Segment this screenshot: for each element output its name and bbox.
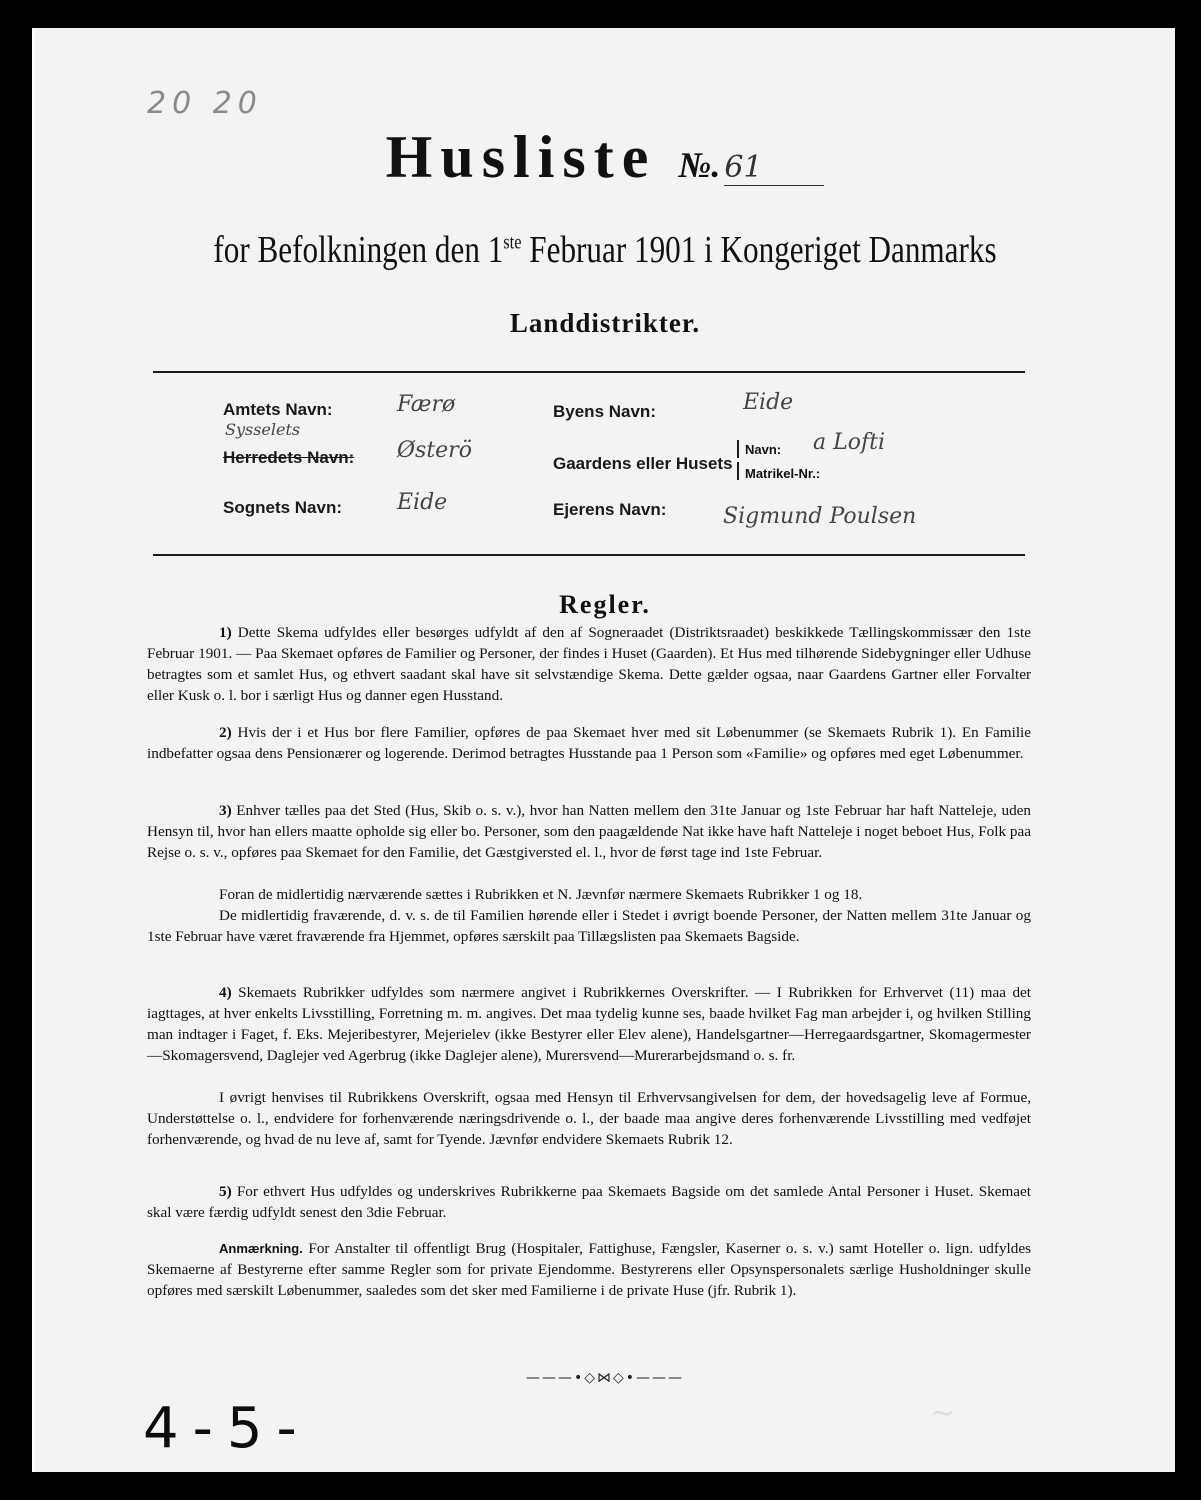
bottom-divider xyxy=(153,554,1025,556)
ejerens-value: Sigmund Poulsen xyxy=(723,504,917,529)
annotation-text: For Anstalter til offentligt Brug (Hospitaler, Fattighuse, Fængsler, Kaserner o. s. v.) samt Hoteller o. lign. udfyldes Skemaerne af Bestyrerne efter samme Regler som for private Ejendomme. Bestyrerens eller Opsynspersonalets særlige Husholdninger skulle opføres med særskilt Løbenummer, saaledes som det sker med Familierne i de private Huse (jfr. Rubrik 1). xyxy=(147,1240,1032,1299)
navn-value: a Lofti xyxy=(813,430,885,455)
sognets-label: Sognets Navn: xyxy=(223,498,343,517)
census-form-page xyxy=(32,28,1175,1472)
rule-5-text: For ethvert Hus udfyldes og underskrives Rubrikkerne paa Skemaets Bagside om det samlede Antal Personer i Huset. Skemaet skal være færdig udfyldt senest den 3die Februar. xyxy=(147,1183,1031,1221)
bracket-top xyxy=(737,440,739,458)
sognets-value: Eide xyxy=(397,490,448,515)
faint-scribble: ~ xyxy=(930,1396,956,1431)
ejerens-label: Ejerens Navn: xyxy=(553,500,667,519)
top-divider xyxy=(153,371,1025,373)
rule-1-text: Dette Skema udfyldes eller besørges udfyldt af den af Sogneraadet (Distriktsraadet) beskikkede Tællingskommissær den 1ste Februar 1901. — Paa Skemaet opføres de Familier og Personer, der findes i Huset (Gaarden). Et Hus med tilhørende Sidebygninger eller Udhuse betragtes som et samlet Hus, og ethvert saadant skal have sit selvstændige Skema. Dette gælder ogsaa, naar Gaardens Gartner eller Forvalter eller Kusk o. l. bor i særligt Hus og danner egen Husstand. xyxy=(147,624,1031,704)
byens-value: Eide xyxy=(743,390,794,415)
rule-3-text: Enhver tælles paa det Sted (Hus, Skib o. s. v.), hvor han Natten mellem den 31te Januar og 1ste Februar har haft Natteleje, uden Hensyn til, hvor han ellers maatte opholde sig eller bo. Personer, som den paagældende Nat ikke have haft Natteleje i noget beboet Hus, Folk paa Rejse o. s. v., opføres paa Skemaet for den Familie, det Gæstgiversted el. l., hvor de først tage ind 1ste Februar. xyxy=(147,802,1032,861)
navn-label: Navn: xyxy=(745,442,782,457)
rule-2-number: 2) xyxy=(219,724,232,741)
subtitle-post: Februar 1901 i Kongeriget Danmarks xyxy=(521,229,997,271)
rule-4-text: Skemaets Rubrikker udfyldes som nærmere angivet i Rubrikkernes Overskrifter. — I Rubrikken for Erhvervet (11) maa det iagttages, at hver enkelts Livsstilling, Forretning m. m. angives. Det maa tydelig kunne ses, baade hvilket Fag man arbejder i, og hvilken Stilling man indtager i Faget, f. Eks. Mejeribestyrer, Mejerielev (ikke Bestyrer eller Elev alene), Handelsgartner—Herregaardsgartner, Skomagermester—Skomagersvend, Daglejer ved Agerbrug (ikke Daglejer alene), Murersvend—Murerarbejdsmand o. s. fr. xyxy=(147,984,1032,1064)
rule-2 xyxy=(147,722,1031,764)
gaardens-label: Gaardens eller Husets xyxy=(553,454,733,473)
number-value: 61 xyxy=(724,150,824,186)
matrikel-label: Matrikel-Nr.: xyxy=(745,466,821,481)
bracket-bottom xyxy=(737,462,739,480)
herredets-correction: Sysselets xyxy=(225,420,301,439)
subtitle-pre: for Befolkningen den 1 xyxy=(213,229,504,271)
rule-4-number: 4) xyxy=(219,984,232,1001)
rule-2-text: Hvis der i et Hus bor flere Familier, opføres de paa Skemaet hver med sit Løbenummer (se Skemaets Rubrik 1). En Familie indbefatter ogsaa dens Pensionærer og logerende. Derimod betragtes Husstande paa 1 Person som «Familie» og opføres med eget Løbenummer. xyxy=(147,724,1031,762)
rules-heading: Regler. xyxy=(559,590,651,619)
corner-number: 20 20 xyxy=(147,86,263,121)
byens-label: Byens Navn: xyxy=(553,402,656,421)
title-row xyxy=(35,123,1175,192)
ornament-divider: ———•◇⋈◇•——— xyxy=(525,1370,685,1386)
herredets-value: Østerö xyxy=(397,438,472,463)
annotation-label: Anmærkning. xyxy=(219,1241,303,1256)
handwritten-note: 4-5- xyxy=(143,1396,311,1461)
annotation xyxy=(147,1238,1031,1301)
rule-3-c: De midlertidig fraværende, d. v. s. de til Familien hørende eller i Stedet i øvrigt boende Personer, der Natten mellem 31te Januar og 1ste Februar have været fraværende fra Hjemmet, opføres særskilt paa Tillægslisten paa Skemaets Bagside. xyxy=(147,907,1031,945)
form-title: Husliste xyxy=(385,124,657,190)
rule-5 xyxy=(147,1181,1031,1223)
herredets-label-text: Herredets Navn: xyxy=(223,448,355,467)
rule-3-b: Foran de midlertidig nærværende sættes i Rubrikken et N. Jævnfør nærmere Skemaets Rubrikker 1 og 18. xyxy=(219,886,863,903)
rule-1 xyxy=(147,622,1031,706)
subtitle xyxy=(138,228,1073,272)
herredets-label xyxy=(223,448,354,468)
rule-1-number: 1) xyxy=(219,624,232,641)
rule-3-number: 3) xyxy=(219,802,232,819)
district-heading: Landdistrikter. xyxy=(509,308,701,338)
number-label: №. xyxy=(678,145,721,185)
rule-3 xyxy=(147,800,1031,863)
rule-4 xyxy=(147,982,1031,1066)
rule-4-b: I øvrigt henvises til Rubrikkens Overskrift, ogsaa med Hensyn til Erhvervsangivelsen for dem, der hovedsagelig leve af Formue, Understøttelse o. l., endvidere for forhenværende næringsdrivende o. l., der baade maa angive deres forhenværende Livsstilling med vedføjet forhenværende, og hvad de nu leve af, samt for Tyende. Jævnfør endvidere Skemaets Rubrik 12. xyxy=(147,1089,1031,1148)
subtitle-sup: ste xyxy=(503,231,522,254)
rule-5-number: 5) xyxy=(219,1183,232,1200)
amtets-value: Færø xyxy=(397,392,456,417)
amtets-label: Amtets Navn: xyxy=(223,400,333,419)
